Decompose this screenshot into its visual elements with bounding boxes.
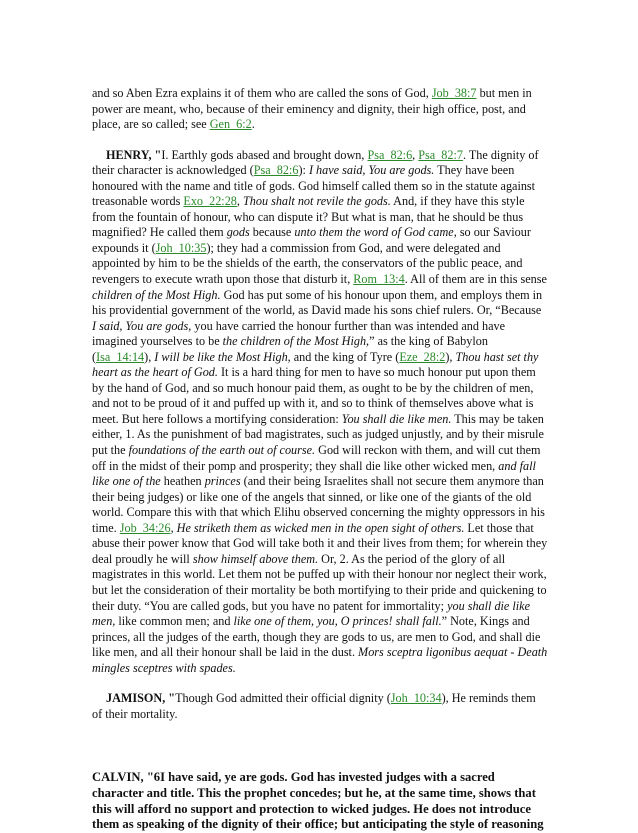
- commentary-text: Let those that abuse their power know that God will take both it and their lives from them; for wherein they deal proudly he will: [92, 520, 548, 566]
- scripture-link-job-38-7[interactable]: Job_38:7: [431, 86, 477, 100]
- quote-text: like one of them, you, O princes! shall fall.: [233, 614, 442, 629]
- paragraph-text: .: [251, 117, 255, 132]
- scripture-link-job-34-26[interactable]: Job_34:26: [119, 520, 171, 535]
- commentary-text: ); they had a commission from God, and were delegated and appointed by him to be the shields of the earth, the conservators of the public peace, and revengers to execute wrath upon those that disturb it,: [92, 240, 523, 287]
- commentary-text: It is a hard thing for men to have so much honour put upon them by the hand of God, and so much honour paid them, as ought to be by the children of men, and not to be proud of it and puffed up with it, and so to think of themselves above what is meet. But here follows a mortifying consideration:: [92, 365, 536, 426]
- scripture-link-joh-10-34[interactable]: Joh_10:34: [390, 691, 442, 706]
- commentary-text: you have carried the honour further than was intended and have imagined yourselves to be: [92, 318, 506, 349]
- commentary-text: And, if they have this style from the fountain of honour, who can dispute it? But what is man, that he should be thus magnified? He called them: [92, 194, 525, 240]
- commentary-text: ” Note, Kings and princes, all the judges of the earth, though they are gods to us, are men to God, and shall die like men, and all their honour shall be laid in the dust.: [92, 614, 541, 660]
- quote-text: foundations of the earth out of course.: [128, 443, 316, 458]
- quote-text: you shall die like men,: [92, 598, 530, 629]
- commentary-text: ),: [445, 349, 456, 364]
- commentary-text: ), He reminds them of their mortality.: [92, 691, 536, 721]
- commentary-text: God will reckon with them, and will cut them off in the midst of their pomp and prosperity; they shall die like other wicked men,: [92, 443, 541, 473]
- scripture-link-psa-82-6[interactable]: Psa_82:6: [367, 147, 413, 162]
- commentary-text: like common men; and: [115, 614, 234, 629]
- quote-text: You shall die like men.: [341, 411, 452, 426]
- commentary-text: They have been honoured with the name and title of gods. God himself called them so in the statute against treasonable words: [92, 163, 536, 209]
- quote-text: princes: [204, 474, 241, 489]
- aben-ezra-paragraph: [92, 86, 548, 133]
- quote-text: Thou shalt not revile the gods.: [242, 194, 391, 209]
- quote-text: and fall like one of the: [92, 458, 536, 489]
- quote-text: show himself above them.: [192, 551, 319, 566]
- commentary-text: ):: [298, 163, 309, 178]
- scripture-link-rom-13-4[interactable]: Rom_13:4: [353, 272, 405, 287]
- commentary-text: and the king of Tyre (: [290, 349, 400, 364]
- commentator-label-henry: HENRY, ": [106, 147, 162, 162]
- calvin-commentary-paragraph: CALVIN, "6I have said, ye are gods. God has invested judges with a sacred character and title. This the prophet concedes; but he, at the same time, shows that this will afford no support and protection to wicked judges. He does not introduce them as speaking of the dignity of their office; but anticipating the style of reasoning: [92, 770, 544, 832]
- quote-text: gods: [226, 225, 250, 240]
- commentary-text: ),: [144, 349, 155, 364]
- quote-text: I have said, You are gods.: [308, 163, 435, 178]
- commentary-text: God has put some of his honour upon them, and employs them in his providential government of the world, as David made his sons chief rulers. Or, “Because: [92, 287, 543, 318]
- scripture-link-exo-22-28[interactable]: Exo_22:28: [183, 194, 237, 209]
- commentary-text: This may be taken either, 1. As the punishment of bad magistrates, such as judged unjustly, and by their misrule put the: [92, 411, 544, 458]
- document-page: [92, 86, 548, 833]
- commentary-text: (and their being Israelites shall not secure them anymore than their being judges) or like one of the angels that sinned, or like one of the giants of the old world. Compare this with that which Elihu observed concerning the mighty oppressors in his time.: [92, 474, 545, 535]
- commentary-text: ,: [170, 520, 177, 535]
- quote-text: I said, You are gods,: [92, 318, 192, 333]
- commentary-text: so our Saviour expounds it (: [92, 225, 531, 255]
- commentary-text: because: [249, 225, 295, 240]
- scripture-link-eze-28-2[interactable]: Eze_28:2: [399, 349, 446, 364]
- commentary-text: ” as the king of Babylon (: [92, 334, 488, 364]
- quote-text: I will be like the Most High,: [154, 349, 291, 364]
- commentator-label-jamison: JAMISON, ": [106, 691, 176, 706]
- jamison-commentary-paragraph: [92, 691, 548, 722]
- scripture-link-gen-6-2[interactable]: Gen_6:2: [209, 117, 252, 132]
- quote-text: He striketh them as wicked men in the open sight of others.: [176, 520, 465, 535]
- scripture-link-psa-82-7[interactable]: Psa_82:7: [418, 147, 463, 162]
- commentary-text: Or, 2. As the period of the glory of all magistrates in this world. Let them not be puffed up with their honour nor neglect their work, but let the consideration of their mortality be both mortifying to their pride and quickening to their duty. “You are called gods, but you have no patent for immortality;: [92, 551, 547, 613]
- commentary-text: heathen: [160, 474, 205, 489]
- scripture-link-isa-14-14[interactable]: Isa_14:14: [96, 349, 145, 364]
- commentary-text: Though God admitted their official dignity (: [175, 691, 391, 706]
- latin-proverb: Mors sceptra ligonibus aequat - Death mingles sceptres with spades.: [92, 645, 548, 675]
- commentary-text: . The dignity of their character is acknowledged (: [92, 147, 539, 178]
- paragraph-text: but men in power are meant, who, because of their eminency and dignity, their high office, post, and place, are so called; see: [92, 86, 532, 132]
- scripture-link-psa-82-6[interactable]: Psa_82:6: [253, 163, 299, 178]
- commentary-text: ,: [412, 147, 419, 162]
- henry-commentary-paragraph: [92, 148, 548, 677]
- commentary-text: ,: [236, 194, 243, 209]
- paragraph-text: and so Aben Ezra explains it of them who are called the sons of God,: [92, 86, 432, 100]
- commentary-text: I. Earthly gods abased and brought down,: [161, 147, 368, 162]
- quote-text: the children of the Most High,: [222, 334, 370, 349]
- quote-text: unto them the word of God came,: [294, 225, 457, 240]
- quote-text: Thou hast set thy heart as the heart of God.: [92, 349, 539, 380]
- commentary-text: . All of them are in this sense: [404, 272, 547, 287]
- scripture-link-joh-10-35[interactable]: Joh_10:35: [155, 240, 207, 255]
- quote-text: children of the Most High.: [92, 287, 221, 302]
